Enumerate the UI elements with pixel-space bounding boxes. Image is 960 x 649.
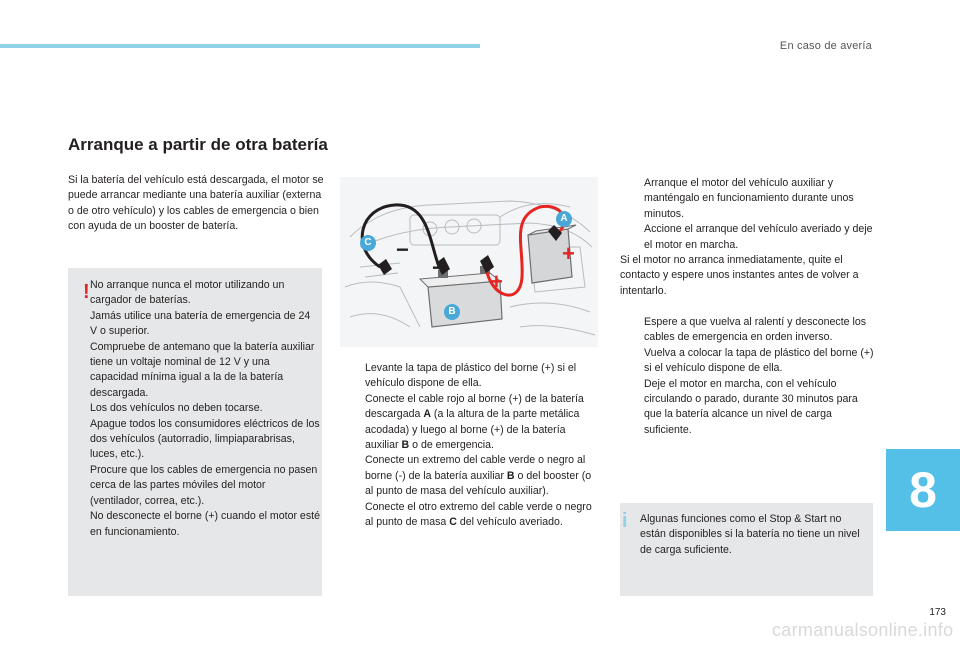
- plus-sign-b: +: [490, 269, 503, 294]
- warning-line: Compruebe de antemano que la batería auxiliar tiene un voltaje nominal de 12 V y una capacidad mínima igual a la de la batería descargada.: [90, 340, 315, 399]
- warning-box: [68, 268, 322, 596]
- step-item: Vuelva a colocar la tapa de plástico del borne (+) si el vehículo dispone de ella.: [644, 346, 874, 375]
- warning-line: No desconecte el borne (+) cuando el motor esté en funcionamiento.: [90, 510, 320, 538]
- step-item: Conecte un extremo del cable verde o negro al borne (-) de la batería auxiliar B o del booster (o al punto de masa del vehículo auxiliar).: [365, 454, 592, 498]
- step-item: Levante la tapa de plástico del borne (+) si el vehículo dispone de ella.: [365, 362, 577, 390]
- chapter-number: 8: [909, 462, 937, 518]
- warning-exclamation-icon: !: [83, 281, 90, 303]
- warning-line: Apague todos los consumidores eléctricos de los dos vehículos (autorradio, limpiaparabrisas, luces, etc.).: [90, 417, 320, 461]
- header-accent-bar: [0, 44, 480, 48]
- info-box: [620, 503, 873, 596]
- intro-paragraph: Si la batería del vehículo está descargada, el motor se puede arrancar mediante una batería auxiliar (externa o de otro vehículo) y los cables de emergencia o bien con ayuda de un booster de batería.: [68, 174, 324, 233]
- step-item: Deje el motor en marcha, con el vehículo circulando o parado, durante 30 minutos para que la batería alcance un nivel de carga suficiente.: [644, 377, 858, 436]
- step-item: Espere a que vuelva al ralentí y desconecte los cables de emergencia en orden inverso.: [644, 316, 867, 344]
- disconnect-steps: [620, 315, 875, 438]
- step-item: Arranque el motor del vehículo auxiliar y manténgalo en funcionamiento durante unos minutos.: [644, 177, 854, 220]
- warning-line: Jamás utilice una batería de emergencia de 24 V o superior.: [90, 309, 311, 338]
- retry-paragraph: Si el motor no arranca inmediatamente, quite el contacto y espere unos instantes antes de volver a intentarlo.: [620, 254, 859, 297]
- minus-sign-b: −: [432, 255, 445, 280]
- step-item: Accione el arranque del vehículo averiado y deje el motor en marcha.: [644, 223, 873, 251]
- connection-steps: [341, 361, 597, 530]
- label-c-badge: C: [360, 235, 376, 251]
- section-title: En caso de avería: [779, 40, 872, 52]
- info-text: Algunas funciones como el Stop & Start no están disponibles si la batería no tiene un nivel de carga suficiente.: [640, 513, 860, 556]
- watermark: carmanualsonline.info: [772, 620, 954, 640]
- label-b-badge: B: [444, 304, 460, 320]
- warning-line: Procure que los cables de emergencia no pasen cerca de las partes móviles del motor (ventilador, correa, etc.).: [90, 463, 318, 507]
- warning-line: Los dos vehículos no deben tocarse.: [90, 402, 263, 415]
- page-heading: Arranque a partir de otra batería: [68, 135, 328, 154]
- info-i-icon: i: [622, 510, 628, 532]
- plus-sign-a: +: [562, 241, 575, 266]
- start-steps: [620, 176, 875, 253]
- engine-bay-drawing: [340, 177, 598, 347]
- chapter-tab: [886, 449, 960, 531]
- minus-sign-c: −: [396, 237, 409, 262]
- warning-text: [90, 278, 320, 540]
- step-item: Conecte el otro extremo del cable verde o negro al punto de masa C del vehículo averiado.: [365, 500, 592, 529]
- step-item: Conecte el cable rojo al borne (+) de la batería descargada A (a la altura de la parte metálica acodada) y luego al borne (+) de la batería auxiliar B o de emergencia.: [365, 392, 584, 452]
- jump-start-illustration: [340, 177, 598, 347]
- label-a-badge: A: [556, 211, 572, 227]
- page-number: 173: [929, 607, 946, 618]
- warning-line: No arranque nunca el motor utilizando un cargador de baterías.: [90, 279, 285, 307]
